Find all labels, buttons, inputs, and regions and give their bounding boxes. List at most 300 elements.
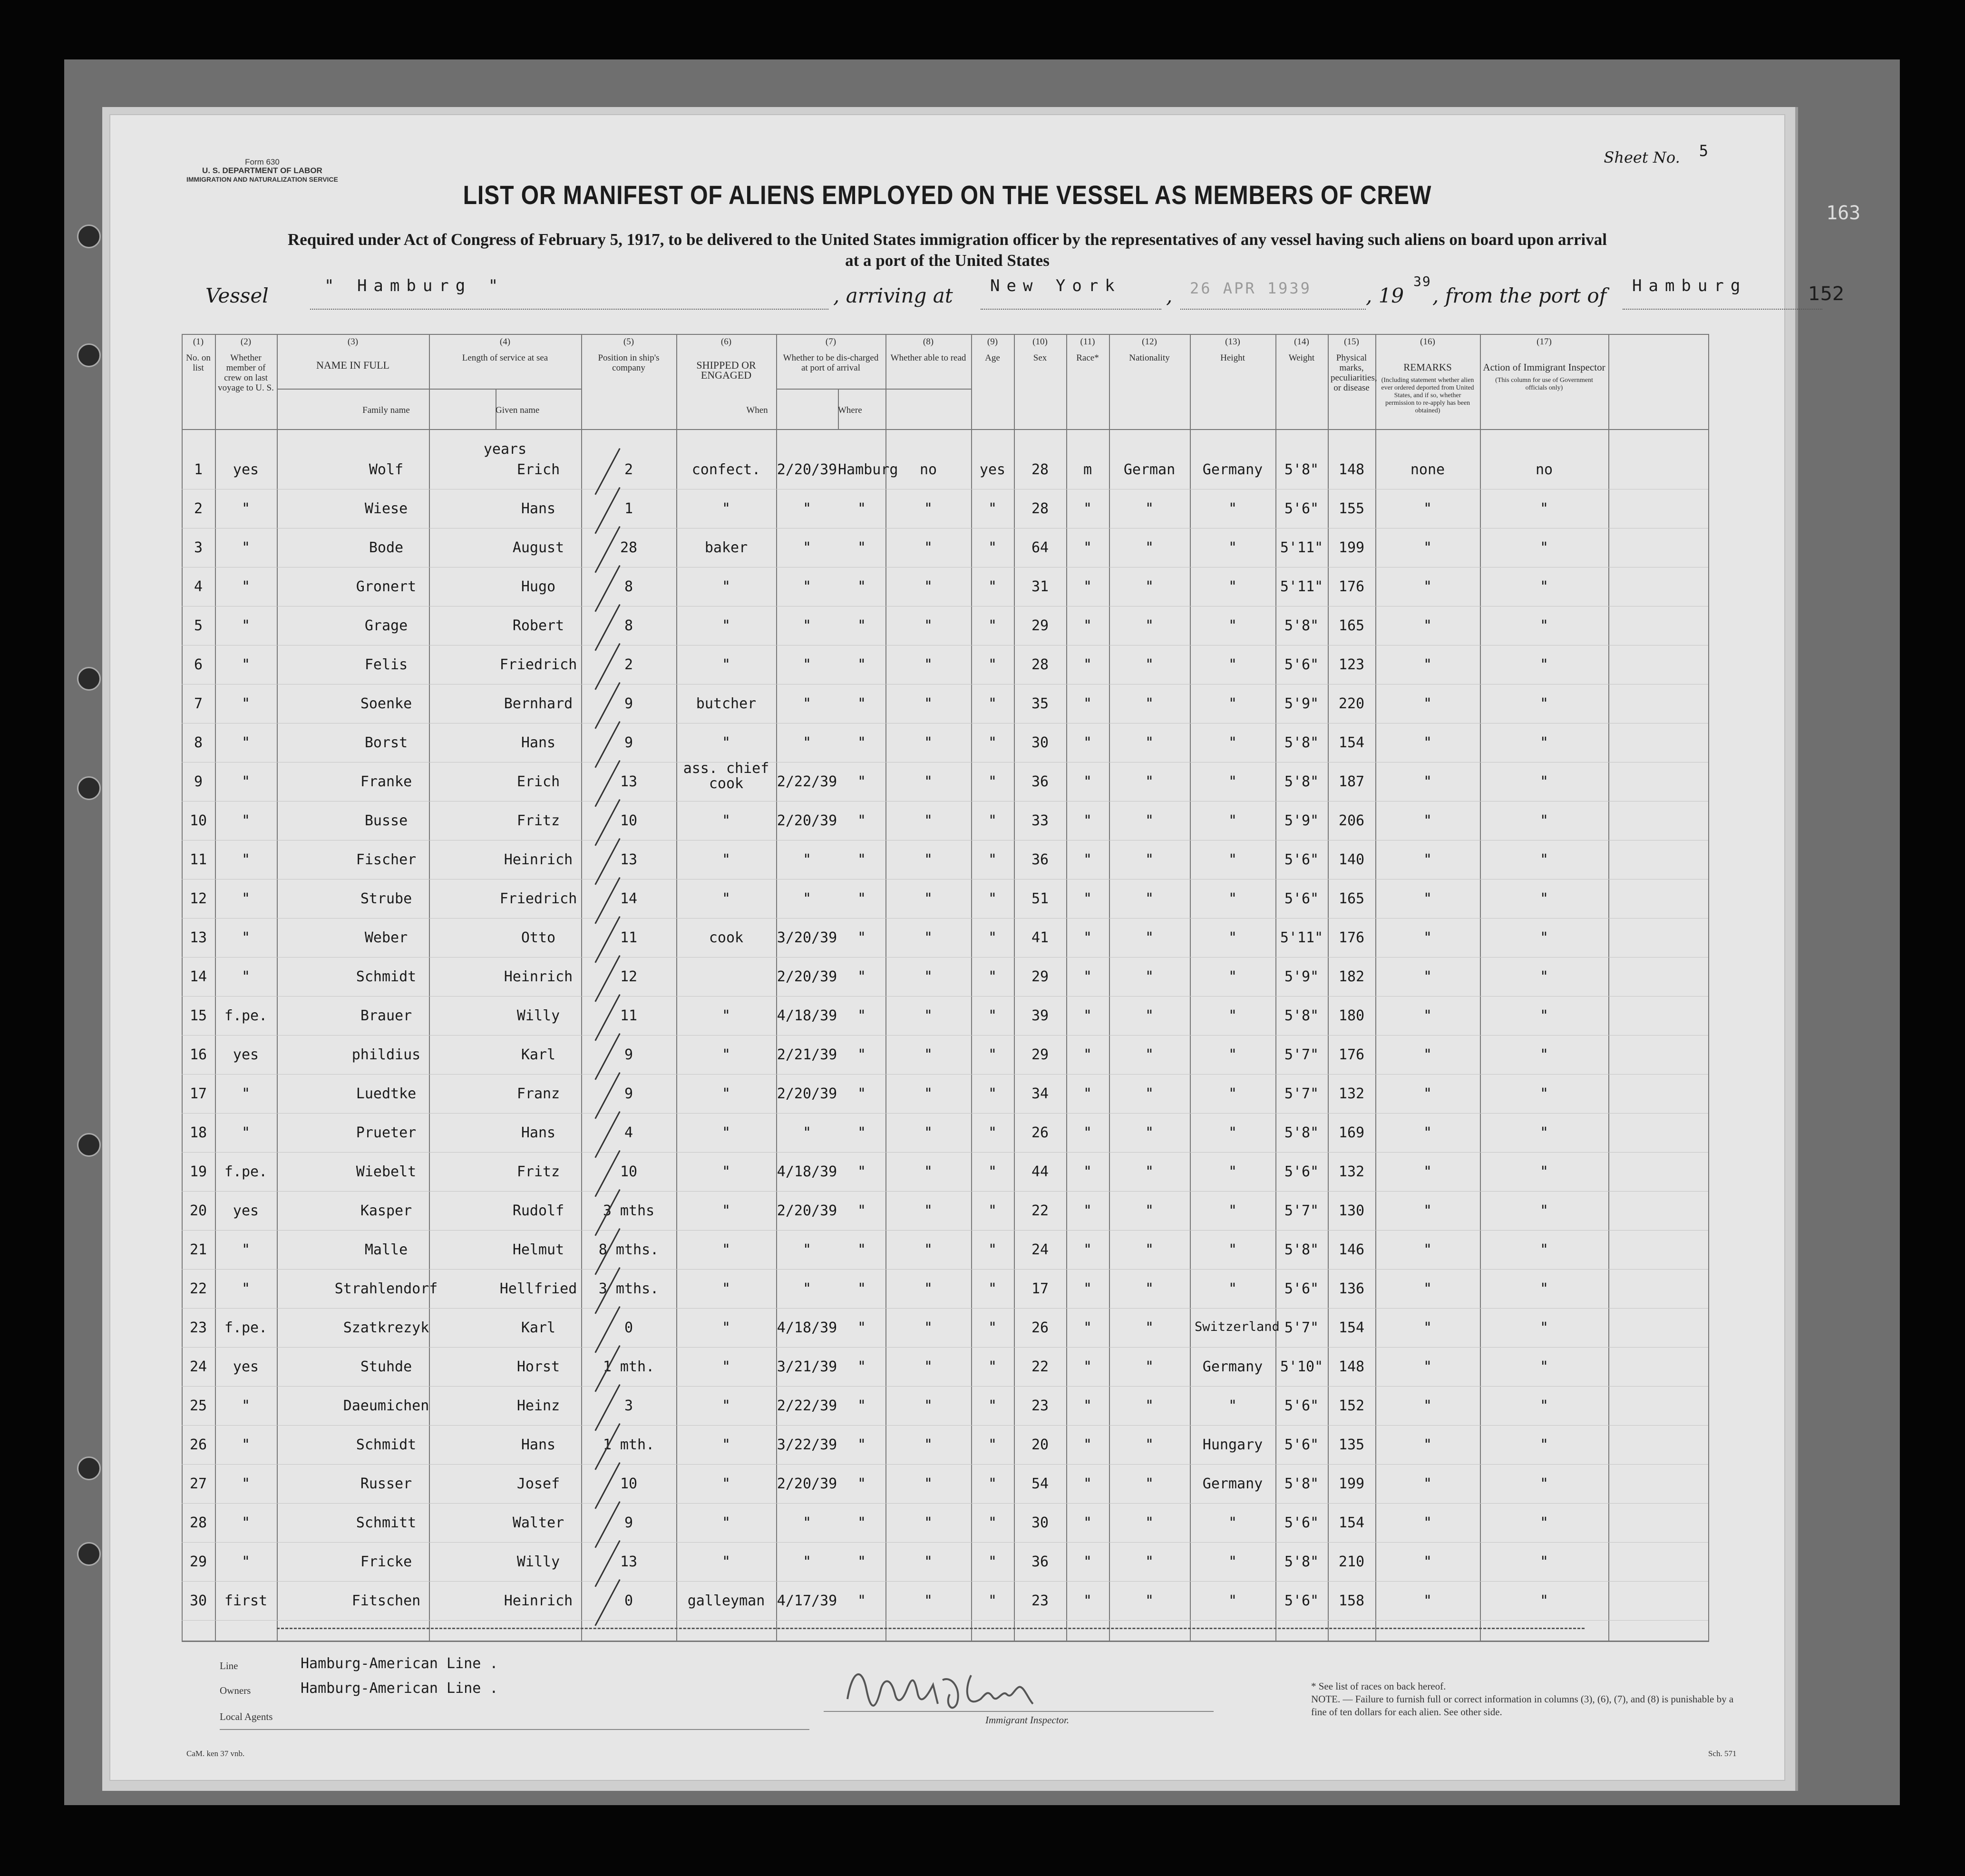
column-number: (6) xyxy=(720,337,732,347)
table-cell-sex: " xyxy=(1083,1514,1092,1531)
table-cell-weight: 182 xyxy=(1338,968,1365,985)
table-cell-position: galleyman xyxy=(687,1593,765,1609)
table-cell-nat: " xyxy=(1228,1593,1237,1609)
table-cell-sex: " xyxy=(1083,812,1092,829)
table-cell-nat: " xyxy=(1228,1554,1237,1570)
table-cell-when: " xyxy=(802,578,812,595)
table-cell-no: 6 xyxy=(194,656,203,673)
table-cell-read: " xyxy=(988,773,997,790)
table-cell-height: 5'6" xyxy=(1284,1514,1319,1531)
binder-hole-icon xyxy=(77,1133,101,1157)
table-cell-sex: m xyxy=(1083,461,1092,478)
column-header: Whether member of crew on last voyage to U. S. xyxy=(218,353,274,393)
table-cell-service: 2 xyxy=(624,461,633,478)
table-cell-when: 2/20/39 xyxy=(777,1202,837,1219)
table-cell-age: 30 xyxy=(1031,1514,1049,1531)
table-cell-family: Weber xyxy=(364,929,408,946)
table-cell-prev: " xyxy=(241,1124,251,1141)
table-cell-prev: " xyxy=(241,1397,251,1414)
vessel-name: " Hamburg " xyxy=(324,276,505,295)
table-cell-nat: " xyxy=(1228,734,1237,751)
crew-table xyxy=(182,334,1708,1642)
table-cell-height: 5'6" xyxy=(1284,656,1319,673)
table-cell-given: Fritz xyxy=(516,812,560,829)
table-cell-service: 13 xyxy=(620,851,638,868)
table-cell-race: " xyxy=(1145,539,1154,556)
table-cell-read: " xyxy=(988,1241,997,1258)
table-cell-weight: 152 xyxy=(1338,1397,1365,1414)
table-cell-nat: " xyxy=(1228,1163,1237,1180)
table-cell-height: 5'9" xyxy=(1284,968,1319,985)
table-cell-read: " xyxy=(988,890,997,907)
table-cell-race: " xyxy=(1145,929,1154,946)
table-cell-remarks: " xyxy=(1539,734,1549,751)
binder-hole-icon xyxy=(77,343,101,367)
table-cell-prev: " xyxy=(241,851,251,868)
table-cell-when: " xyxy=(802,890,812,907)
table-cell-family: Soenke xyxy=(360,695,412,712)
table-cell-where: " xyxy=(857,539,866,556)
table-cell-disch: " xyxy=(924,890,933,907)
table-cell-read: " xyxy=(988,1514,997,1531)
line-value: Hamburg-American Line . xyxy=(301,1655,498,1672)
table-cell-age: 28 xyxy=(1031,656,1049,673)
table-cell-marks: " xyxy=(1423,1124,1432,1141)
column-header: Family name xyxy=(362,405,410,415)
column-number: (9) xyxy=(987,337,998,347)
table-cell-weight: 140 xyxy=(1338,851,1365,868)
table-cell-age: 29 xyxy=(1031,617,1049,634)
table-cell-weight: 148 xyxy=(1338,1358,1365,1375)
table-cell-marks: " xyxy=(1423,1475,1432,1492)
table-cell-read: " xyxy=(988,1436,997,1453)
table-cell-no: 21 xyxy=(189,1241,207,1258)
table-cell-race: " xyxy=(1145,890,1154,907)
table-cell-given: Hellfried xyxy=(499,1280,577,1297)
column-header: Whether able to read xyxy=(890,353,966,363)
table-cell-race: " xyxy=(1145,1358,1154,1375)
table-cell-marks: " xyxy=(1423,773,1432,790)
table-cell-service: 9 xyxy=(624,734,633,751)
table-cell-no: 13 xyxy=(189,929,207,946)
table-cell-no: 24 xyxy=(189,1358,207,1375)
table-cell-when: " xyxy=(802,1124,812,1141)
table-cell-service: 1 xyxy=(624,500,633,517)
table-cell-marks: " xyxy=(1423,539,1432,556)
table-cell-age: 28 xyxy=(1031,500,1049,517)
table-cell-position: " xyxy=(721,1436,731,1453)
table-cell-weight: 165 xyxy=(1338,890,1365,907)
table-cell-sex: " xyxy=(1083,656,1092,673)
table-cell-race: " xyxy=(1145,656,1154,673)
table-cell-service: 8 xyxy=(624,578,633,595)
table-cell-sex: " xyxy=(1083,773,1092,790)
column-number: (16) xyxy=(1420,337,1435,347)
table-cell-remarks: " xyxy=(1539,695,1549,712)
table-cell-prev: " xyxy=(241,773,251,790)
table-cell-where: " xyxy=(857,500,866,517)
table-cell-weight: 220 xyxy=(1338,695,1365,712)
table-cell-sex: " xyxy=(1083,929,1092,946)
table-cell-given: Erich xyxy=(516,461,560,478)
table-cell-given: Helmut xyxy=(512,1241,564,1258)
table-cell-service: 0 xyxy=(624,1593,633,1609)
table-cell-disch: " xyxy=(924,1124,933,1141)
table-cell-remarks: " xyxy=(1539,890,1549,907)
table-cell-marks: " xyxy=(1423,1319,1432,1336)
table-cell-sex: " xyxy=(1083,1397,1092,1414)
table-cell-service: 3 mths xyxy=(603,1202,655,1219)
table-cell-nat: Switzerland xyxy=(1195,1319,1280,1334)
table-cell-position: " xyxy=(721,1163,731,1180)
table-cell-height: 5'7" xyxy=(1284,1202,1319,1219)
table-cell-remarks: " xyxy=(1539,1124,1549,1141)
table-cell-given: Erich xyxy=(516,773,560,790)
table-cell-family: Wiebelt xyxy=(356,1163,417,1180)
table-cell-nat: " xyxy=(1228,1241,1237,1258)
table-cell-when: " xyxy=(802,695,812,712)
table-cell-service: 2 xyxy=(624,656,633,673)
table-cell-given: Josef xyxy=(516,1475,560,1492)
table-cell-nat: " xyxy=(1228,1046,1237,1063)
table-cell-position: " xyxy=(721,1397,731,1414)
table-cell-marks: " xyxy=(1423,1163,1432,1180)
table-cell-where: " xyxy=(857,578,866,595)
table-cell-when: 4/17/39 xyxy=(777,1593,837,1609)
table-cell-disch: " xyxy=(924,539,933,556)
table-cell-given: Hans xyxy=(521,1436,556,1453)
table-cell-no: 9 xyxy=(194,773,203,790)
form-identifier: Form 630 U. S. DEPARTMENT OF LABOR IMMIGRATION AND NATURALIZATION SERVICE xyxy=(186,157,338,183)
column-header: Nationality xyxy=(1129,353,1170,363)
table-cell-prev: first xyxy=(224,1593,268,1609)
table-cell-where: " xyxy=(857,1514,866,1531)
table-cell-weight: 158 xyxy=(1338,1593,1365,1609)
table-cell-nat: Germany xyxy=(1202,1475,1263,1492)
table-cell-where: " xyxy=(857,812,866,829)
table-cell-race: " xyxy=(1145,1593,1154,1609)
table-cell-disch: " xyxy=(924,1319,933,1336)
table-cell-position: " xyxy=(721,500,731,517)
table-cell-nat: Germany xyxy=(1202,461,1263,478)
table-cell-sex: " xyxy=(1083,1280,1092,1297)
table-cell-age: 30 xyxy=(1031,734,1049,751)
table-cell-where: " xyxy=(857,734,866,751)
table-cell-when: " xyxy=(802,734,812,751)
table-cell-sex: " xyxy=(1083,1202,1092,1219)
table-cell-nat: " xyxy=(1228,890,1237,907)
table-cell-when: " xyxy=(802,617,812,634)
table-cell-where: " xyxy=(857,1085,866,1102)
table-cell-prev: " xyxy=(241,1241,251,1258)
table-cell-prev: " xyxy=(241,1280,251,1297)
table-cell-when: 2/20/39 xyxy=(777,812,837,829)
date-stamp: 26 APR 1939 xyxy=(1190,279,1312,297)
column-header: SHIPPED OR ENGAGED xyxy=(696,359,756,381)
table-cell-weight: 148 xyxy=(1338,461,1365,478)
table-cell-when: " xyxy=(802,1241,812,1258)
table-cell-weight: 136 xyxy=(1338,1280,1365,1297)
table-cell-weight: 130 xyxy=(1338,1202,1365,1219)
table-cell-weight: 132 xyxy=(1338,1163,1365,1180)
table-cell-disch: " xyxy=(924,656,933,673)
table-cell-no: 18 xyxy=(189,1124,207,1141)
column-header: NAME IN FULL xyxy=(316,359,389,371)
table-cell-marks: " xyxy=(1423,1085,1432,1102)
table-cell-prev: f.pe. xyxy=(224,1007,268,1024)
table-cell-height: 5'8" xyxy=(1284,617,1319,634)
column-header: (Including statement whether alien ever ordered deported from United States, and if so, whether permission to re-apply has been obtained) xyxy=(1381,377,1474,414)
table-cell-position: " xyxy=(721,1202,731,1219)
table-cell-position: " xyxy=(721,812,731,829)
table-cell-where: " xyxy=(857,1593,866,1609)
table-cell-service: 9 xyxy=(624,1514,633,1531)
table-cell-race: " xyxy=(1145,1202,1154,1219)
table-cell-height: 5'8" xyxy=(1284,1554,1319,1570)
table-cell-where: " xyxy=(857,1358,866,1375)
table-cell-read: " xyxy=(988,968,997,985)
table-cell-remarks: " xyxy=(1539,539,1549,556)
table-cell-remarks: " xyxy=(1539,851,1549,868)
table-cell-prev: " xyxy=(241,1514,251,1531)
table-cell-prev: yes xyxy=(233,1046,259,1063)
table-cell-height: 5'9" xyxy=(1284,695,1319,712)
table-cell-age: 51 xyxy=(1031,890,1049,907)
sheet-number: Sheet No. 5 xyxy=(1604,142,1708,166)
document-subtitle: Required under Act of Congress of February 5, 1917, to be delivered to the United States immigration officer by the representatives of any vessel having such aliens on board upon arrival at a port of the United States xyxy=(287,230,1607,270)
table-cell-nat: Hungary xyxy=(1202,1436,1263,1453)
table-cell-marks: " xyxy=(1423,695,1432,712)
column-header: Position in ship's company xyxy=(598,353,660,373)
table-cell-prev: f.pe. xyxy=(224,1163,268,1180)
table-cell-when: 2/21/39 xyxy=(777,1046,837,1063)
table-cell-family: Schmitt xyxy=(356,1514,417,1531)
table-cell-marks: " xyxy=(1423,1514,1432,1531)
table-cell-given: Hugo xyxy=(521,578,556,595)
table-cell-age: 36 xyxy=(1031,851,1049,868)
table-cell-marks: " xyxy=(1423,1593,1432,1609)
table-cell-position: " xyxy=(721,1124,731,1141)
table-cell-nat: " xyxy=(1228,695,1237,712)
table-cell-age: 23 xyxy=(1031,1397,1049,1414)
table-cell-no: 5 xyxy=(194,617,203,634)
document-title: LIST OR MANIFEST OF ALIENS EMPLOYED ON THE VESSEL AS MEMBERS OF CREW xyxy=(463,180,1432,210)
table-cell-sex: " xyxy=(1083,890,1092,907)
table-cell-marks: " xyxy=(1423,1436,1432,1453)
column-header: No. on list xyxy=(186,353,211,373)
table-cell-disch: " xyxy=(924,617,933,634)
table-cell-position: " xyxy=(721,734,731,751)
table-cell-height: 5'6" xyxy=(1284,851,1319,868)
table-cell-read: " xyxy=(988,1202,997,1219)
table-cell-where: " xyxy=(857,695,866,712)
table-cell-prev: " xyxy=(241,968,251,985)
table-cell-remarks: " xyxy=(1539,1436,1549,1453)
table-cell-given: Heinz xyxy=(516,1397,560,1414)
table-cell-sex: " xyxy=(1083,1241,1092,1258)
table-cell-marks: " xyxy=(1423,578,1432,595)
table-cell-sex: " xyxy=(1083,578,1092,595)
table-cell-prev: yes xyxy=(233,1202,259,1219)
table-cell-marks: " xyxy=(1423,500,1432,517)
legal-note: * See list of races on back hereof. NOTE. — Failure to furnish full or correct information in columns (3), (6), (7), and (8) is punishable by a fine of ten dollars for each alien. See other side. xyxy=(1311,1681,1734,1718)
table-cell-remarks: " xyxy=(1539,578,1549,595)
table-cell-age: 29 xyxy=(1031,1046,1049,1063)
table-cell-family: Busse xyxy=(364,812,408,829)
table-cell-position: ass. chief cook xyxy=(683,760,769,792)
arrival-port: New York xyxy=(990,276,1121,295)
table-cell-marks: none xyxy=(1410,461,1445,478)
table-cell-prev: yes xyxy=(233,1358,259,1375)
table-cell-read: yes xyxy=(979,461,1006,478)
table-cell-read: " xyxy=(988,1046,997,1063)
table-cell-read: " xyxy=(988,851,997,868)
table-cell-given: Fritz xyxy=(516,1163,560,1180)
table-cell-height: 5'6" xyxy=(1284,500,1319,517)
table-cell-where: " xyxy=(857,1475,866,1492)
table-cell-family: Fricke xyxy=(360,1554,412,1570)
table-cell-where: " xyxy=(857,1241,866,1258)
table-cell-marks: " xyxy=(1423,1358,1432,1375)
binder-hole-icon xyxy=(77,1542,101,1566)
table-cell-where: " xyxy=(857,1046,866,1063)
table-cell-position: " xyxy=(721,1007,731,1024)
table-cell-service: 8 mths. xyxy=(598,1241,659,1258)
table-cell-remarks: " xyxy=(1539,1046,1549,1063)
table-cell-age: 26 xyxy=(1031,1124,1049,1141)
table-cell-family: Daeumichen xyxy=(343,1397,429,1414)
table-cell-height: 5'7" xyxy=(1284,1319,1319,1336)
table-cell-marks: " xyxy=(1423,617,1432,634)
table-cell-when: 2/22/39 xyxy=(777,773,837,790)
table-cell-remarks: " xyxy=(1539,617,1549,634)
table-cell-service: 4 xyxy=(624,1124,633,1141)
departure-port: Hamburg xyxy=(1632,276,1747,295)
table-cell-read: " xyxy=(988,578,997,595)
owners-value: Hamburg-American Line . xyxy=(301,1680,498,1697)
table-cell-remarks: no xyxy=(1535,461,1553,478)
table-cell-weight: 123 xyxy=(1338,656,1365,673)
table-cell-given: Willy xyxy=(516,1007,560,1024)
table-cell-nat: " xyxy=(1228,1124,1237,1141)
table-cell-marks: " xyxy=(1423,1241,1432,1258)
table-cell-sex: " xyxy=(1083,1554,1092,1570)
table-cell-remarks: " xyxy=(1539,656,1549,673)
table-cell-given: Horst xyxy=(516,1358,560,1375)
table-cell-remarks: " xyxy=(1539,812,1549,829)
table-cell-when: 2/20/39 xyxy=(777,461,837,478)
table-cell-prev: yes xyxy=(233,461,259,478)
column-header: Action of Immigrant Inspector xyxy=(1483,362,1605,373)
table-cell-race: " xyxy=(1145,1475,1154,1492)
table-cell-position: " xyxy=(721,890,731,907)
table-cell-service: 10 xyxy=(620,812,638,829)
table-cell-where: " xyxy=(857,1397,866,1414)
table-cell-age: 34 xyxy=(1031,1085,1049,1102)
table-cell-disch: " xyxy=(924,968,933,985)
table-cell-read: " xyxy=(988,734,997,751)
table-cell-when: 2/20/39 xyxy=(777,968,837,985)
table-cell-read: " xyxy=(988,1280,997,1297)
table-cell-remarks: " xyxy=(1539,1593,1549,1609)
table-cell-race: " xyxy=(1145,1554,1154,1570)
table-cell-race: " xyxy=(1145,1436,1154,1453)
table-cell-given: August xyxy=(512,539,564,556)
table-cell-disch: " xyxy=(924,695,933,712)
table-cell-race: " xyxy=(1145,812,1154,829)
table-cell-nat: " xyxy=(1228,578,1237,595)
table-cell-where: " xyxy=(857,1007,866,1024)
table-cell-weight: 146 xyxy=(1338,1241,1365,1258)
table-cell-height: 5'7" xyxy=(1284,1085,1319,1102)
table-cell-disch: " xyxy=(924,812,933,829)
table-cell-sex: " xyxy=(1083,1358,1092,1375)
table-cell-age: 44 xyxy=(1031,1163,1049,1180)
table-cell-prev: " xyxy=(241,578,251,595)
table-cell-sex: " xyxy=(1083,500,1092,517)
table-cell-service: 11 xyxy=(620,1007,638,1024)
table-cell-nat: " xyxy=(1228,500,1237,517)
table-cell-no: 14 xyxy=(189,968,207,985)
table-cell-sex: " xyxy=(1083,1319,1092,1336)
table-cell-marks: " xyxy=(1423,734,1432,751)
table-cell-read: " xyxy=(988,695,997,712)
table-cell-age: 41 xyxy=(1031,929,1049,946)
column-number: (5) xyxy=(623,337,634,347)
table-cell-given: Heinrich xyxy=(504,1593,573,1609)
table-cell-where: " xyxy=(857,1319,866,1336)
table-cell-family: Gronert xyxy=(356,578,417,595)
table-cell-disch: " xyxy=(924,1593,933,1609)
table-cell-service: 1 mth. xyxy=(603,1436,655,1453)
table-cell-where: " xyxy=(857,929,866,946)
table-cell-given: Hans xyxy=(521,734,556,751)
table-cell-height: 5'8" xyxy=(1284,1124,1319,1141)
table-cell-no: 23 xyxy=(189,1319,207,1336)
table-cell-prev: " xyxy=(241,500,251,517)
table-cell-marks: " xyxy=(1423,1202,1432,1219)
table-cell-sex: " xyxy=(1083,1124,1092,1141)
table-cell-where: " xyxy=(857,851,866,868)
table-cell-position: baker xyxy=(704,539,748,556)
table-cell-remarks: " xyxy=(1539,1397,1549,1414)
table-cell-read: " xyxy=(988,1085,997,1102)
column-header: Race* xyxy=(1076,353,1099,363)
table-cell-no: 28 xyxy=(189,1514,207,1531)
table-cell-family: Prueter xyxy=(356,1124,417,1141)
table-cell-weight: 155 xyxy=(1338,500,1365,517)
column-number: (10) xyxy=(1032,337,1048,347)
table-cell-race: " xyxy=(1145,968,1154,985)
table-cell-disch: " xyxy=(924,1358,933,1375)
table-cell-height: 5'10" xyxy=(1280,1358,1323,1375)
column-number: (7) xyxy=(825,337,837,347)
table-cell-weight: 154 xyxy=(1338,734,1365,751)
table-cell-service: 1 mth. xyxy=(603,1358,655,1375)
table-cell-race: " xyxy=(1145,1046,1154,1063)
column-header: Sex xyxy=(1033,353,1047,363)
table-cell-where: " xyxy=(857,617,866,634)
table-cell-family: Felis xyxy=(364,656,408,673)
table-cell-prev: " xyxy=(241,695,251,712)
table-cell-age: 23 xyxy=(1031,1593,1049,1609)
table-cell-read: " xyxy=(988,1554,997,1570)
table-cell-prev: " xyxy=(241,539,251,556)
table-cell-family: Franke xyxy=(360,773,412,790)
table-cell-read: " xyxy=(988,1163,997,1180)
table-cell-when: " xyxy=(802,656,812,673)
table-cell-given: Rudolf xyxy=(512,1202,564,1219)
